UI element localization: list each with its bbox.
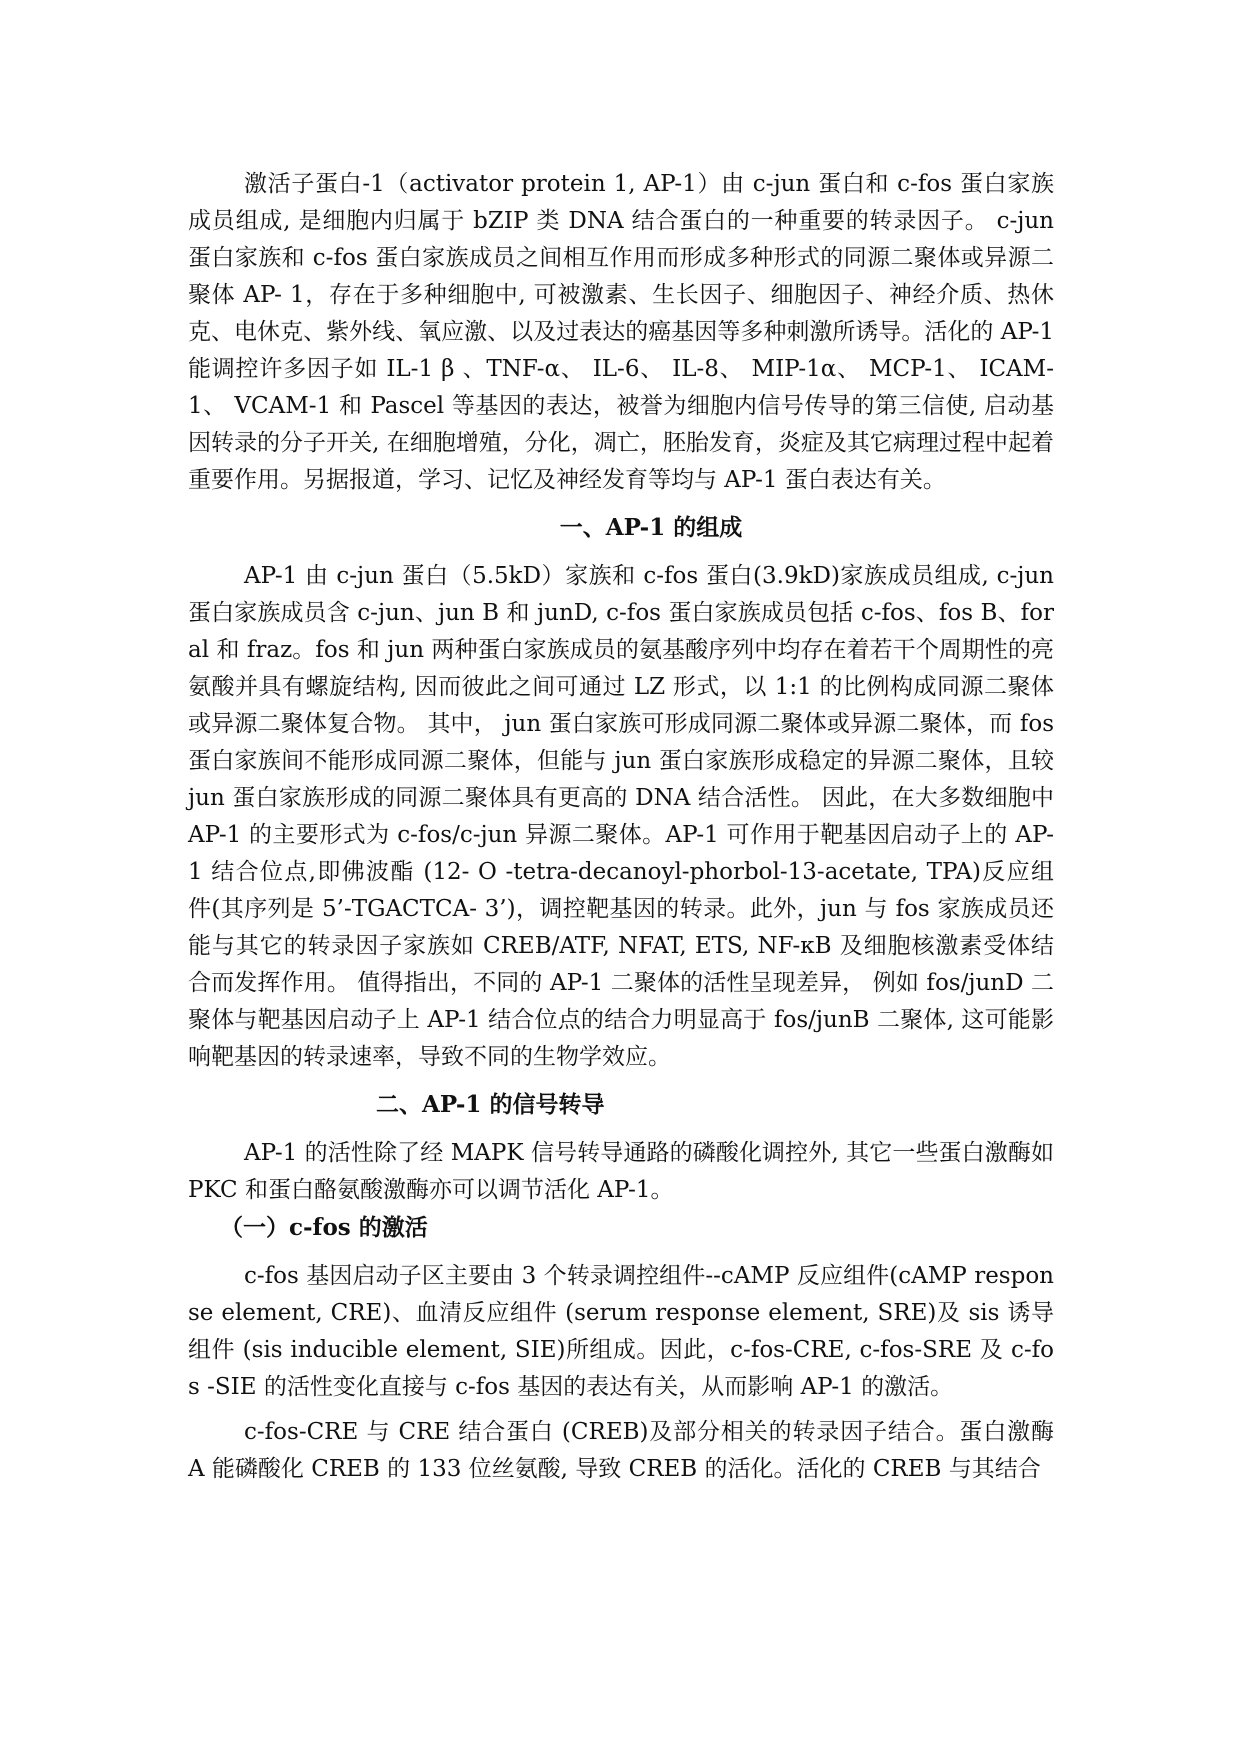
intro-paragraph: 激活子蛋白-1（activator protein 1, AP-1）由 c-jun 蛋白和 c-fos 蛋白家族成员组成, 是细胞内归属于 bZIP 类 DNA 结合蛋白的一种重要的转录因子。 c-jun 蛋白家族和 c-fos 蛋白家族成员之间相互作用而形成多种形式的同源二聚体或异源二聚体 AP- 1，存在于多种细胞中, 可被激素、生长因子、细胞因子、神经介质、热休克、电休克、紫外线、氧应激、以及过表达的癌基因等多种刺激所诱导。活化的 AP-1 能调控许多因子如 IL-1 β 、TNF-α、 IL-6、 IL-8、 MIP-1α、 MCP-1、 ICAM-1、 VCAM-1 和 Pascel 等基因的表达，被誉为细胞内信号传导的第三信使, 启动基因转录的分子开关, 在细胞增殖，分化，凋亡，胚胎发育，炎症及其它病理过程中起着重要作用。另据报道，学习、记忆及神经发育等均与 AP-1 蛋白表达有关。 [188, 171, 1054, 493]
cfos-cre-paragraph: c-fos-CRE 与 CRE 结合蛋白 (CREB)及部分相关的转录因子结合。蛋白激酶 A 能磷酸化 CREB 的 133 位丝氨酸, 导致 CREB 的活化。活化的 CREB 与其结合 [188, 1419, 1054, 1482]
subsection-heading-cfos-activation: （一）c-fos 的激活 [220, 1214, 428, 1241]
composition-paragraph: AP-1 由 c-jun 蛋白（5.5kD）家族和 c-fos 蛋白(3.9kD)家族成员组成, c-jun 蛋白家族成员含 c-jun、jun B 和 junD, c-fos 蛋白家族成员包括 c-fos、fos B、foral 和 fraz。fos 和 jun 两种蛋白家族成员的氨基酸序列中均存在着若干个周期性的亮氨酸并具有螺旋结构, 因而彼此之间可通过 LZ 形式，以 1:1 的比例构成同源二聚体或异源二聚体复合物。 其中， jun 蛋白家族可形成同源二聚体或异源二聚体，而 fos 蛋白家族间不能形成同源二聚体，但能与 jun 蛋白家族形成稳定的异源二聚体，且较 jun 蛋白家族形成的同源二聚体具有更高的 DNA 结合活性。 因此，在大多数细胞中 AP-1 的主要形式为 c-fos/c-jun 异源二聚体。AP-1 可作用于靶基因启动子上的 AP-1 结合位点,即佛波酯 (12- O -tetra-decanoyl-phorbol-13-acetate, TPA)反应组件(其序列是 5’-TGACTCA- 3’)，调控靶基因的转录。此外，jun 与 fos 家族成员还能与其它的转录因子家族如 CREB/ATF, NFAT, ETS, NF-κB 及细胞核激素受体结合而发挥作用。 值得指出，不同的 AP-1 二聚体的活性呈现差异， 例如 fos/junD 二聚体与靶基因启动子上 AP-1 结合位点的结合力明显高于 fos/junB 二聚体, 这可能影响靶基因的转录速率，导致不同的生物学效应。 [188, 563, 1054, 1070]
signal-transduction-paragraph: AP-1 的活性除了经 MAPK 信号转导通路的磷酸化调控外, 其它一些蛋白激酶如 PKC 和蛋白酪氨酸激酶亦可以调节活化 AP-1。 [188, 1140, 1054, 1203]
document-body [188, 166, 1054, 1488]
section-heading-signal-transduction: 二、AP-1 的信号转导 [376, 1091, 605, 1118]
cfos-promoter-paragraph: c-fos 基因启动子区主要由 3 个转录调控组件--cAMP 反应组件(cAMP response element, CRE)、血清反应组件 (serum response element, SRE)及 sis 诱导组件 (sis inducible element, SIE)所组成。因此，c-fos-CRE, c-fos-SRE 及 c-fos -SIE 的活性变化直接与 c-fos 基因的表达有关，从而影响 AP-1 的激活。 [188, 1263, 1054, 1400]
section-heading-composition: 一、AP-1 的组成 [559, 514, 743, 541]
paragraph-gap [188, 1406, 1054, 1414]
